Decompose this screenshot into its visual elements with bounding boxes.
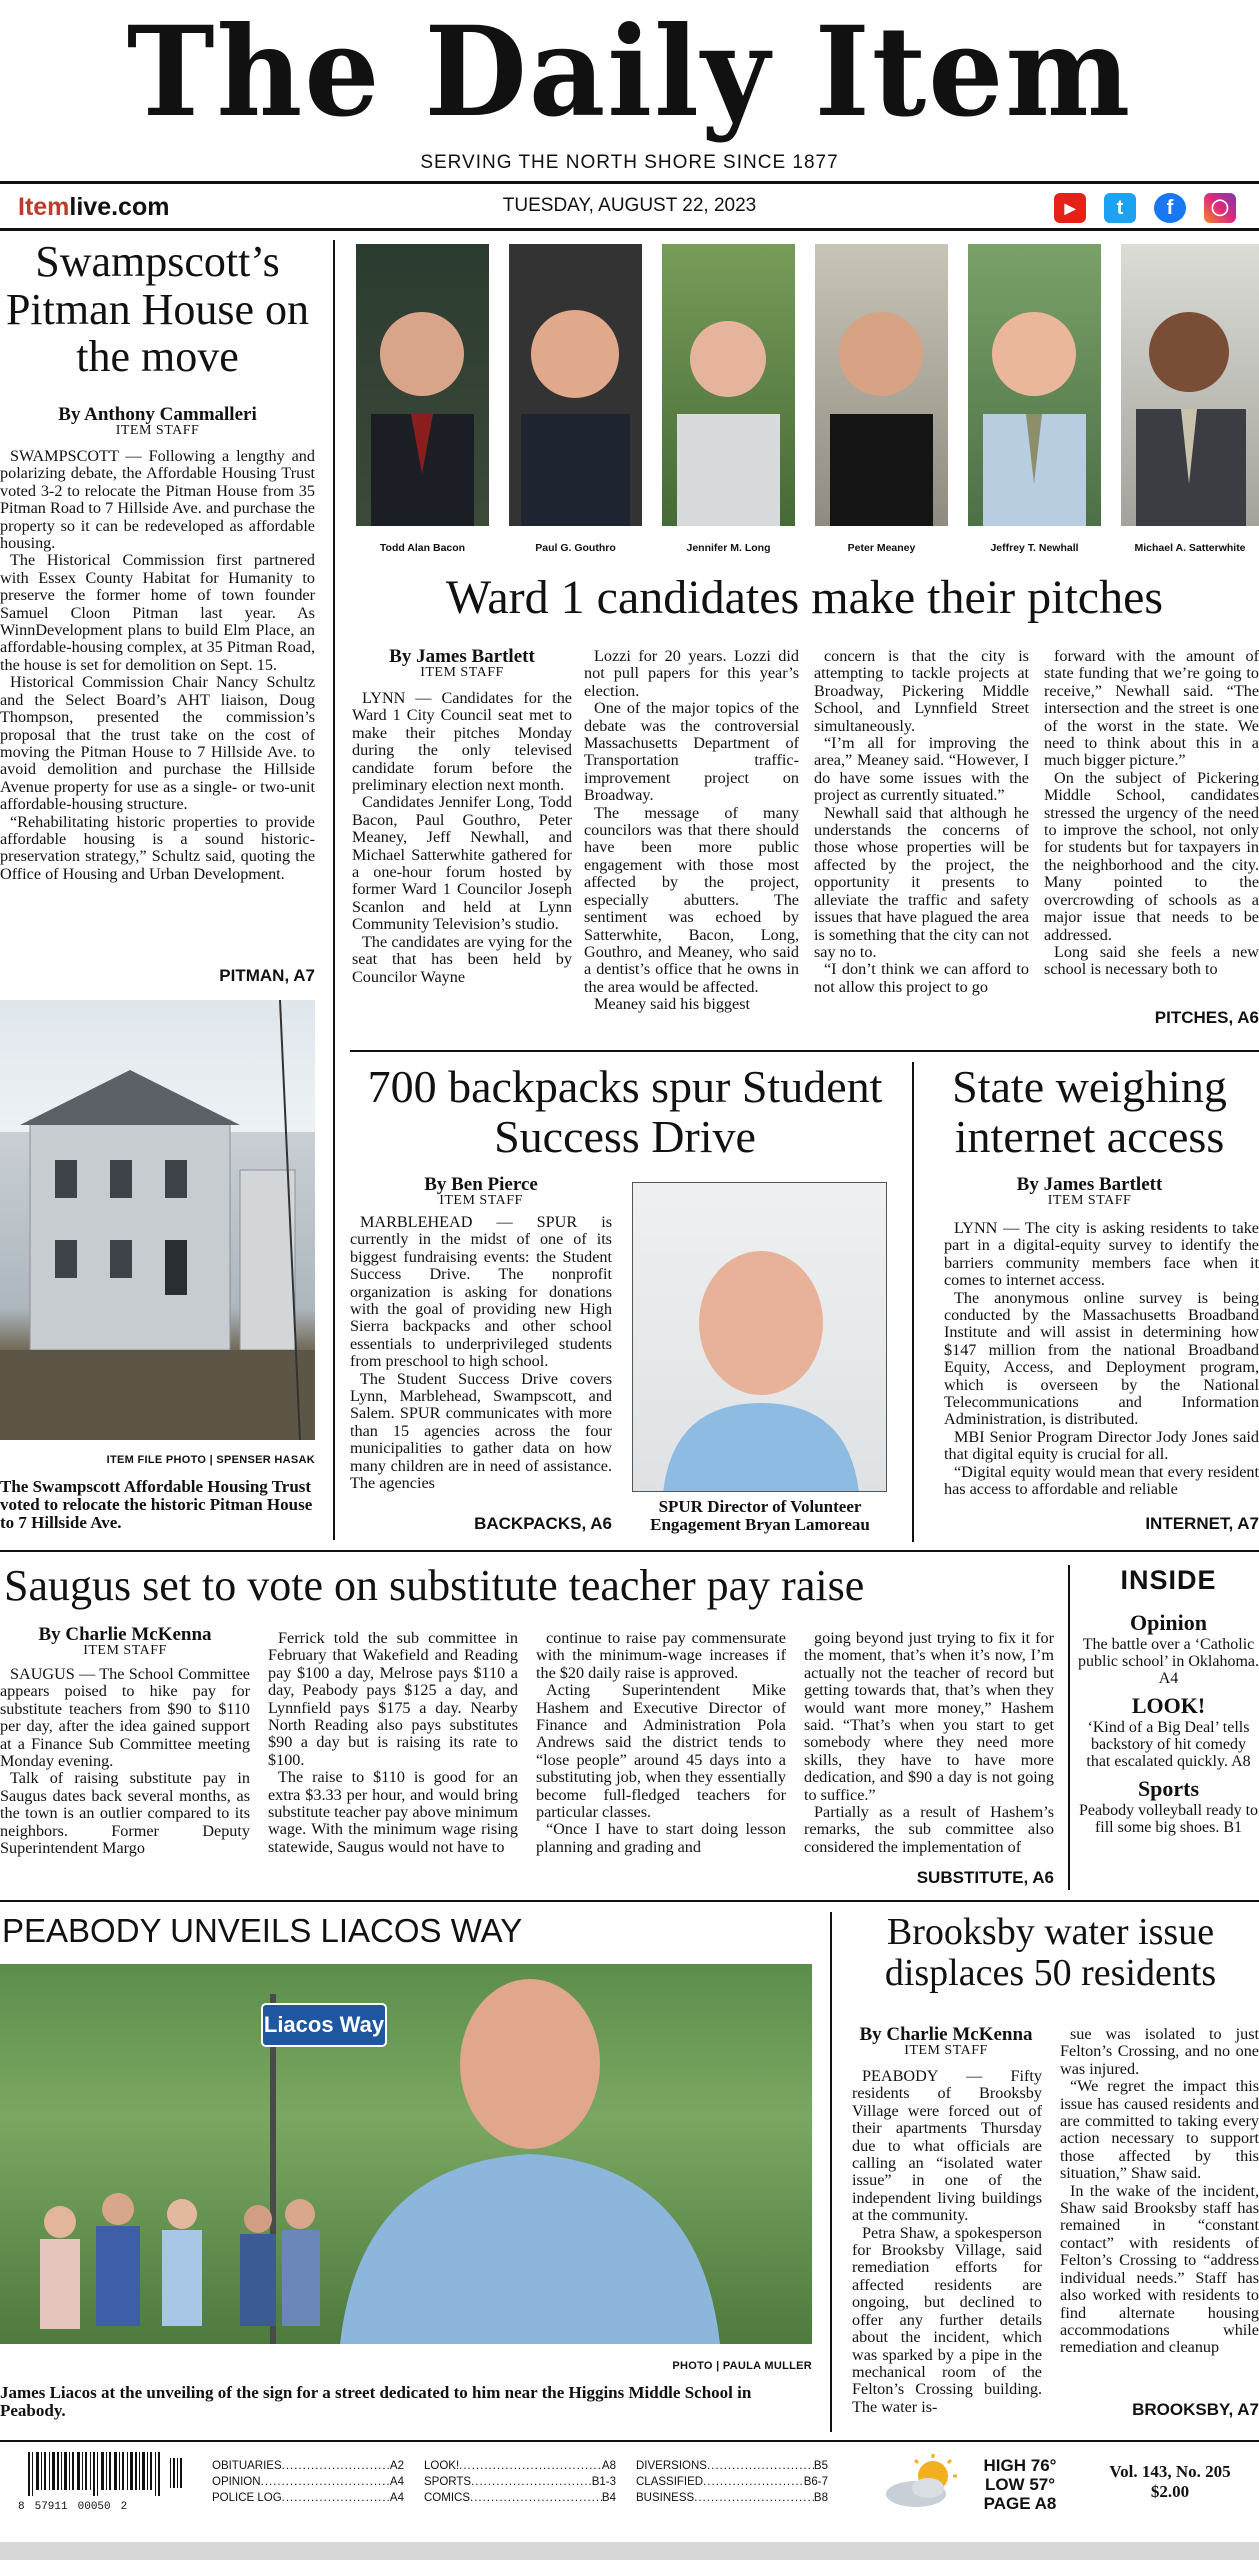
ward1-col3: concern is that the city is attempting to tackle projects at Broadway, Pickering Middle School, and Lynnfield Street simultaneously. “I’m all for improving the area,” Meaney said. “However, I do have some issues with the project as currently situated.” Newhall said that although he understands the concerns of those whose properties will be affected by the project, the opportunity it presents to alleviate the traffic and safety issues that have plagued the area is something that the city can not say no to. “I don’t think we can afford to not allow this project to go (814, 647, 1029, 996)
index-col2 (424, 2458, 616, 2506)
index-item[interactable]: CLASSIFIED ..... B6-7 (636, 2474, 828, 2490)
internet-headline[interactable]: State weighing internet access (952, 1061, 1227, 1162)
internet-jump[interactable]: INTERNET, A7 (1145, 1514, 1259, 1533)
internet-staff: ITEM STAFF (1047, 1193, 1132, 1208)
dateline-bar (0, 181, 1259, 231)
weather-text (970, 2456, 1070, 2513)
pitman-byline: By Anthony Cammalleri (58, 404, 257, 425)
portrait-satterwhite (1121, 244, 1259, 526)
pitman-house-photo (0, 1000, 315, 1440)
saugus-col2: Ferrick told the sub committee in February that Wakefield and Reading pay $100 a day, Melrose pays $110 a day, Peabody pays $125 a day, and Lynnfield pays $175 a day. Nearby North Reading also pays substitutes $90 a day but is raising its rate to $100. The raise to $110 is good for an extra $3.33 per hour, and would bring substitute teacher pay above minimum wage. With the minimum wage rising statewide, Saugus would not have to (268, 1629, 518, 1856)
index-item[interactable]: LOOK! ..... A8 (424, 2458, 616, 2474)
lamoreau-photo (632, 1182, 887, 1492)
backpacks-byline: By Ben Pierce (424, 1174, 538, 1195)
saugus-staff: ITEM STAFF (83, 1643, 167, 1658)
column-rule (830, 1912, 832, 2432)
saugus-byline: By Charlie McKenna (38, 1624, 212, 1645)
barcode-digit: 57911 (34, 2501, 68, 2513)
weather-low: LOW 57° (984, 2475, 1056, 2494)
index-item[interactable]: OBITUARIES ..... A2 (212, 2458, 404, 2474)
liacos-headline[interactable]: PEABODY UNVEILS LIACOS WAY (2, 1912, 523, 1949)
inside-look-label[interactable]: LOOK! (1131, 1693, 1206, 1718)
saugus-col3: continue to raise pay commensurate with the minimum-wage increases if the $20 daily raise is approved. Acting Superintendent Mike Hashem and Executive Director of Finance and Administration Pola Andrews said the district tends to “lose people” around 45 days into a substituting job, when they essentially become full-fledged teachers for particular classes. “Once I have to start doing lesson planning and grading and (536, 1629, 786, 1856)
brooksby-jump[interactable]: BROOKSBY, A7 (1132, 2400, 1259, 2419)
weather-page[interactable]: PAGE A8 (983, 2494, 1057, 2513)
brooksby-col2: sue was isolated to just Felton’s Crossing, and no one was injured. “We regret the impact this issue has caused residents and are committed to taking every action necessary to support those affected by this situation,” Shaw said. In the wake of the incident, Shaw said Brooksby staff has remained in “constant contact” with residents of Felton’s Crossing to “address individual needs.” Staff has also worked with residents to find alternate housing accommodations while remediation and cleanup (1060, 2025, 1259, 2357)
column-rule (333, 240, 335, 1540)
ward1-byline: By James Bartlett (389, 646, 535, 667)
brooksby-staff: ITEM STAFF (904, 2043, 988, 2058)
weather-icon (878, 2452, 968, 2512)
portrait-gouthro (509, 244, 642, 526)
ward1-col4: forward with the amount of state funding that we’re going to receive,” Newhall said. “The intersection and the street is one of the worst in the state. We need to think about this in a much bigger picture.” On the subject of Pickering Middle School, candidates stressed the urgency of the need to improve the school, not only for students but for taxpayers in the neighborhood and the city. Many pointed to the overcrowding of schools as a major issue that needs to be addressed. Long said she feels a new school is necessary both to (1044, 647, 1259, 979)
index-item[interactable]: OPINION ..... A4 (212, 2474, 404, 2490)
column-rule (912, 1062, 914, 1542)
inside-sports-text: Peabody volleyball ready to fill some big shoes. B1 (1078, 1802, 1259, 1836)
inside-sports-label[interactable]: Sports (1137, 1776, 1200, 1801)
index-item[interactable]: POLICE LOG ..... A4 (212, 2490, 404, 2506)
liacos-photo-credit: PHOTO | PAULA MULLER (672, 2360, 812, 2372)
price: $2.00 (1150, 2482, 1190, 2501)
pitman-photo-credit: ITEM FILE PHOTO | SPENSER HASAK (106, 1454, 315, 1466)
volume-number: Vol. 143, No. 205 (1109, 2462, 1231, 2481)
internet-byline: By James Bartlett (1016, 1174, 1163, 1195)
index-col1 (212, 2458, 404, 2506)
portrait-bacon (356, 244, 489, 526)
liacos-caption: James Liacos at the unveiling of the sign for a street dedicated to him near the Higgins Middle School in Peabody. (0, 2383, 752, 2420)
newspaper-title: The Daily Item (126, 0, 1133, 145)
section-rule (350, 1050, 1259, 1052)
street-sign: Liacos Way (263, 2012, 385, 2037)
weather-high: HIGH 76° (983, 2456, 1057, 2475)
inside-title: INSIDE (1120, 1565, 1217, 1595)
index-item[interactable]: DIVERSIONS ..... B5 (636, 2458, 828, 2474)
inside-opinion-text: The battle over a ‘Catholic public school’ in Oklahoma. A4 (1078, 1636, 1259, 1687)
brooksby-byline: By Charlie McKenna (859, 2024, 1033, 2045)
candidate-name-1: Todd Alan Bacon (379, 542, 466, 554)
backpacks-jump[interactable]: BACKPACKS, A6 (474, 1514, 612, 1533)
saugus-jump[interactable]: SUBSTITUTE, A6 (916, 1868, 1054, 1887)
backpacks-headline[interactable]: 700 backpacks spur Student Success Drive (367, 1061, 883, 1162)
pitman-caption: The Swampscott Affordable Housing Trust voted to relocate the historic Pitman House to 7 Hillside Ave. (0, 1477, 313, 1532)
liacos-photo (0, 1964, 812, 2344)
barcode-digit: 8 (18, 2501, 25, 2513)
lamoreau-caption: SPUR Director of Volunteer Engagement Bryan Lamoreau (650, 1497, 870, 1534)
twitter-icon[interactable]: t (1104, 193, 1136, 223)
pitman-headline[interactable]: Swampscott’s Pitman House on the move (5, 237, 310, 382)
candidate-name-2: Paul G. Gouthro (535, 542, 616, 554)
section-rule (0, 1550, 1259, 1552)
masthead (0, 0, 1259, 180)
inside-box (1078, 1565, 1259, 1836)
portrait-newhall (968, 244, 1101, 526)
internet-body: LYNN — The city is asking residents to take part in a digital-equity survey to identify the barriers community members face when it comes to internet access. The anonymous online survey is being conducted by the Massachusetts Broadband Institute and will assist in determining how $147 million from the national Broadband Equity, Access, and Deployment program, which is overseen by the National Telecommunications and Information Administration, is distributed. MBI Senior Program Director Jody Jones said that digital equity is crucial for all. “Digital equity would mean that every resident has access to affordable and reliable (944, 1219, 1259, 1499)
candidate-name-3: Jennifer M. Long (686, 542, 771, 554)
pitman-jump[interactable]: PITMAN, A7 (219, 966, 315, 985)
ward1-headline[interactable]: Ward 1 candidates make their pitches (445, 571, 1164, 624)
portrait-meaney (815, 244, 948, 526)
ward1-col2: Lozzi for 20 years. Lozzi did not pull papers for this year’s election. One of the major topics of the debate was the controversial Massachusetts Department of Transportation traffic-improvement project on Broadway. The message of many councilors was that there should have been more public engagement with those most affected by the project, especially abutters. The sentiment was echoed by Satterwhite, Bacon, Long, Gouthro, and Meaney, who said a dentist’s office that he owns in the area would be affected. Meaney said his biggest (584, 647, 799, 1014)
footer-rule (0, 2440, 1259, 2442)
backpacks-staff: ITEM STAFF (439, 1193, 523, 1208)
saugus-col4: going beyond just trying to fix it for the moment, that’s when it’s now, I’m actually not the teacher of record but getting towards that, that’s when they would want more money,” Hashem said. “That’s when you start to get somebody where they need more skills, they have to have more dedication, and $90 a day is not going to suffice.” Partially as a result of Hashem’s remarks, the sub committee also considered the implementation of (804, 1629, 1054, 1856)
tagline: SERVING THE NORTH SHORE SINCE 1877 (420, 152, 839, 173)
ward1-jump[interactable]: PITCHES, A6 (1154, 1008, 1259, 1027)
section-rule (0, 1900, 1259, 1902)
facebook-icon[interactable]: f (1154, 193, 1186, 223)
barcode-digit: 00050 (77, 2501, 111, 2513)
brooksby-headline[interactable]: Brooksby water issue displaces 50 residents (884, 1911, 1217, 1995)
index-item[interactable]: BUSINESS ..... B8 (636, 2490, 828, 2506)
barcode (18, 2452, 188, 2513)
issue-info (1090, 2462, 1250, 2502)
ward1-staff: ITEM STAFF (420, 665, 504, 680)
candidate-name-6: Michael A. Satterwhite (1134, 542, 1246, 554)
pitman-body: SWAMPSCOTT — Following a lengthy and polarizing debate, the Affordable Housing Trust voted 3-2 to relocate the Pitman House from 35 Pitman Road to 7 Hillside Ave. and purchase the property so it can be redeveloped as affordable housing. The Historical Commission first partnered with Essex County Habitat for Humanity to preserve the former home of town founder Samuel Cloon Pitman last year. As WinnDevelopment plans to build Elm Place, an affordable-housing complex, at 35 Pitman Road, the house is set for demolition on Sept. 15. Historical Commission Chair Nancy Schultz and the Select Board’s AHT liaison, Doug Thompson, presented the commission’s proposal that the trust take on the cost of moving the Pitman House to 7 Hillside Ave. to avoid demolition and purchase the Hillside Avenue property for use as a single- or two-unit affordable-housing structure. “Rehabilitating historic properties to provide affordable housing is a sound historic-preservation strategy,” Schultz said, quoting the Office of Housing and Urban Development. (0, 447, 315, 883)
index-item[interactable]: COMICS ..... B4 (424, 2490, 616, 2506)
index-item[interactable]: SPORTS ..... B1-3 (424, 2474, 616, 2490)
issue-date: TUESDAY, AUGUST 22, 2023 (502, 195, 757, 216)
ward1-col1: LYNN — Candidates for the Ward 1 City Council seat met to make their pitches Monday during the only televised candidate forum before the preliminary election next month. Candidates Jennifer Long, Todd Bacon, Paul Gouthro, Peter Meaney, Jeff Newhall, and Michael Satterwhite gathered for a one-hour forum hosted by former Ward 1 Councilor Joseph Scanlon and held at Lynn Community Television’s studio. The candidates are vying for the seat that has been held by Councilor Wayne (352, 689, 572, 986)
barcode-digit: 2 (120, 2501, 128, 2513)
saugus-col1: SAUGUS — The School Committee appears poised to hike pay for substitute teachers from $90 to $110 per day, after the idea gained support at a Finance Sub Committee meeting Monday evening. Talk of raising substitute pay in Saugus dates back several months, as the town is an outlier compared to its neighbors. Former Deputy Superintendent Margo (0, 1665, 250, 1858)
page-bottom-band (0, 2542, 1259, 2560)
index-col3 (636, 2458, 828, 2506)
inside-opinion-label[interactable]: Opinion (1129, 1610, 1208, 1635)
instagram-icon[interactable]: ◯ (1204, 193, 1236, 223)
saugus-headline[interactable]: Saugus set to vote on substitute teacher pay raise (4, 1561, 865, 1610)
inside-look-text: ‘Kind of a Big Deal’ tells backstory of hit comedy that escalated quickly. A8 (1086, 1719, 1251, 1770)
site-link[interactable]: Itemlive.com (18, 193, 170, 221)
column-rule (1068, 1565, 1070, 1890)
portrait-long (662, 244, 795, 526)
brooksby-col1: PEABODY — Fifty residents of Brooksby Village were forced out of their apartments Thursday due to what officials are calling an “isolated water issue” in one of the independent living buildings at the community. Petra Shaw, a spokesperson for Brooksby Village, said remediation efforts for affected residents are ongoing, but declined to offer any further details about the incident, which was sparked by a pipe in the mechanical room of the Felton’s Crossing building. The water is- (852, 2067, 1042, 2416)
backpacks-body: MARBLEHEAD — SPUR is currently in the midst of one of its biggest fundraising events: the Student Success Drive. The nonprofit organization is asking for donations with the goal of providing new High Sierra backpacks and other school essentials to underprivileged students from preschool to high school. The Student Success Drive covers Lynn, Marblehead, Swampscott, and Salem. SPUR communicates with more than 15 agencies across the four municipalities to gather data on how many children are in need of assistance. The agencies (350, 1213, 612, 1493)
pitman-staff: ITEM STAFF (115, 423, 200, 438)
youtube-icon[interactable]: ▶ (1054, 193, 1086, 223)
candidate-name-5: Jeffrey T. Newhall (990, 542, 1079, 554)
candidate-name-4: Peter Meaney (847, 542, 916, 554)
